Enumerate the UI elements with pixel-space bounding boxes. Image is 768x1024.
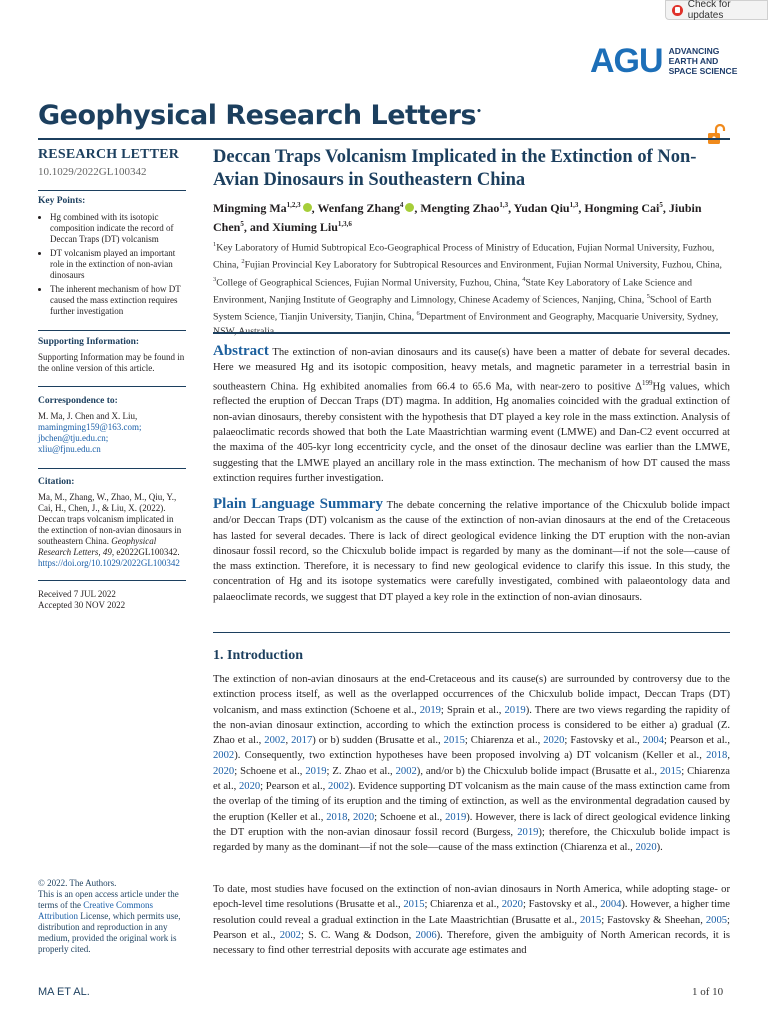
citation-year-link[interactable]: 2019: [517, 826, 539, 838]
key-points-list: [38, 212, 186, 317]
author-affiliation-mark: 5: [659, 201, 663, 209]
agu-logo: [590, 44, 737, 78]
paragraph-text: ; Chiarenza et al.,: [213, 765, 731, 793]
citation-year-link[interactable]: 2002: [213, 750, 235, 762]
paragraph-text: ; Schoene et al.,: [374, 811, 446, 823]
introduction-paragraph: [213, 882, 730, 958]
divider: [38, 190, 186, 191]
journal-title-text: Geophysical Research Letters: [38, 100, 477, 131]
paper-title: Deccan Traps Volcanism Implicated in the Extinction of Non-Avian Dinosaurs in Southeastern China: [213, 147, 697, 190]
citation-year-link[interactable]: 2020: [543, 735, 565, 747]
paragraph-text: ); therefore, the Chicxulub bolide impact is regarded by many as the dominant—if not the sole—cause of the mass extinction (Chiarenza et al.,: [213, 826, 730, 854]
affiliation-number: 1: [213, 241, 217, 248]
affiliations: [213, 238, 730, 339]
paragraph-text: ; Pearson et al.,: [213, 914, 730, 941]
paragraph-text: ) or b) sudden (Brusatte et al.,: [312, 735, 444, 747]
email-link[interactable]: mamingming159@163.com;: [38, 422, 142, 432]
key-point: • DT volcanism played an important role in the extinction of non-avian dinosaurs: [50, 248, 186, 281]
introduction-paragraph: [213, 672, 730, 856]
open-access-lock-icon: [705, 124, 727, 146]
header-rule: [38, 138, 730, 140]
citation-text: [38, 492, 186, 569]
affiliation-number: 6: [416, 310, 420, 318]
check-for-updates-label: Check for updates: [687, 0, 731, 21]
citation-year-link[interactable]: 2015: [403, 899, 425, 911]
paragraph-text: ; Pearson et al.,: [260, 781, 329, 793]
abstract-text: Hg values, which reflected the eruption of Deccan Traps (DT) magma. In addition, Hg anomalies coincided with the gradual extinction of non-avian dinosaurs, thereby consistent with the hypothesis that DT played a key role in the mass extinction. Analysis of palaeoclimatic records showed that both the Late Maastrichtian warming event (LMWE) and Dan-C2 event occurred at the maxima of the 405-kyr long eccentricity cycle, and the onset of the dinosaur decline was earlier than the LMWE, suggesting that the LMWE played an ancillary role in the mass extinction. The mechanism of how DT caused the mass extinction requires further investigation.: [213, 381, 730, 484]
citation-year-link[interactable]: 2004: [600, 899, 622, 911]
paragraph-text: ; Fastovsky et al.,: [522, 899, 601, 911]
accepted-date: Accepted 30 NOV 2022: [38, 600, 126, 610]
paragraph-text: ; Z. Zhao et al.,: [326, 765, 396, 777]
citation-year-link[interactable]: 2018: [706, 750, 728, 762]
paragraph-text: ,: [285, 735, 292, 747]
affiliation-text: Fujian Provincial Key Laboratory for Subtropical Resources and Environment, Fujian Normal University, Fuzhou, China,: [244, 259, 722, 271]
citation-year-link[interactable]: 2002: [395, 765, 417, 777]
dates: [38, 589, 186, 611]
paragraph-text: ), and/or b) the Chicxulub bolide impact (Brusatte et al.,: [416, 765, 660, 777]
divider: [38, 386, 186, 387]
orcid-icon[interactable]: [405, 203, 414, 212]
email-link[interactable]: xliu@fjnu.edu.cn: [38, 444, 101, 454]
affiliation-number: 4: [522, 275, 526, 283]
author-affiliation-mark: 1,3,6: [337, 219, 352, 228]
paragraph-text: ). Evidence supporting DT volcanism as the main cause of the mass extinction came from the overlap of the timing of its eruption and the timing of extinction, as well as the environmental degradation caused by the eruption (Keller et al.,: [213, 781, 730, 823]
supporting-information: [38, 337, 186, 374]
author-name: Xiuming Liu: [272, 219, 338, 234]
agu-tagline-line: ADVANCING: [668, 46, 720, 56]
agu-tagline: [669, 46, 738, 76]
citation-body: Ma, M., Zhang, W., Zhao, M., Qiu, Y., Cai, H., Chen, J., & Liu, X. (2022). Deccan traps volcanism implicated in the extinction of non-avian dinosaurs in southeastern China.: [38, 492, 182, 546]
correspondence-heading: Correspondence to:: [38, 396, 118, 406]
affiliation-text: Department of Environment and Geography, Macquarie University, Sydney,: [419, 311, 719, 323]
key-point: • The inherent mechanism of how DT caused the mass extinction requires further investigation: [50, 284, 186, 317]
citation-year-link[interactable]: 2017: [291, 735, 313, 747]
citation-year-link[interactable]: 2020: [352, 811, 375, 823]
pls-heading: Plain Language Summary: [213, 496, 383, 512]
citation-year-link[interactable]: 2002: [264, 735, 286, 747]
affiliation-number: 3: [213, 275, 217, 283]
check-for-updates-button[interactable]: [665, 0, 768, 20]
introduction-heading: 1. Introduction: [213, 648, 303, 663]
affiliation-text: School of Earth System Science, Tianjin University, Tianjin, China,: [213, 294, 712, 323]
abstract-heading: Abstract: [213, 343, 269, 359]
author-affiliation-mark: 1,3: [569, 201, 579, 209]
citation-heading: Citation:: [38, 477, 75, 487]
citation-doi-link[interactable]: https://doi.org/10.1029/2022GL100342: [38, 558, 180, 568]
citation-year-link[interactable]: 2020: [501, 899, 523, 911]
author-affiliation-mark: 1,2,3: [286, 201, 301, 209]
doi: 10.1029/2022GL100342: [38, 166, 147, 178]
license-text-part: This is an open access article under the terms of the: [38, 889, 179, 910]
author-name: Wenfang Zhang: [317, 201, 400, 215]
citation-year-link[interactable]: 2020: [635, 842, 657, 854]
email-link[interactable]: jbchen@tju.edu.cn;: [38, 433, 109, 443]
paragraph-text: ; Fastovsky & Sheehan,: [601, 914, 706, 926]
citation-year-link[interactable]: 2002: [328, 781, 350, 793]
affiliation-text: State Key Laboratory of Lake Science and Environment, Nanjing Institute of Geography and Limnology, Chinese Academy of Sciences, Nanjing, China,: [213, 276, 692, 306]
supporting-heading: Supporting Information:: [38, 337, 140, 347]
key-points: [38, 196, 186, 320]
citation-year-link[interactable]: 2019: [305, 765, 327, 777]
agu-logo-mark: AGU: [590, 42, 663, 80]
citation-year-link[interactable]: 2015: [443, 735, 465, 747]
citation-year-link[interactable]: 2019: [504, 704, 526, 716]
author-name: Mengting Zhao: [420, 201, 500, 215]
author-list: Mingming Ma$^{1,2,3}$ , Wenfang Zhang$^4$ , Mengting Zhao$^{1,3}$, Yudan Qiu$^{1,3}$, Hongming Cai$^5$, Jiubin Chen$^5$, and Xiuming Liu$^{1,3,6}$: [213, 201, 702, 234]
license-text-part: License, which permits use, distribution and reproduction in any medium, provided the original work is properly cited.: [38, 911, 181, 954]
author-affiliation-mark: 5: [240, 219, 244, 228]
paragraph-text: ,: [727, 750, 730, 762]
author-name: Yudan Qiu: [513, 201, 570, 215]
paragraph-text: ; Chiarenza et al.,: [464, 735, 544, 747]
running-footer-authors: MA ET AL.: [38, 986, 90, 998]
affiliation-text: Key Laboratory of Humid Subtropical Eco-Geographical Process of Ministry of Education, Fujian Normal University, Fuzhou, China,: [213, 242, 715, 271]
citation-year-link[interactable]: 2004: [642, 735, 664, 747]
creative-commons-link[interactable]: Creative Commons Attribution: [38, 900, 153, 921]
author-affiliation-mark: 4: [399, 201, 404, 209]
affiliation-number: 5: [646, 293, 650, 301]
orcid-icon[interactable]: [303, 203, 312, 212]
citation-id: e2022GL100342.: [114, 547, 180, 557]
citation-year-link[interactable]: 2020: [213, 765, 235, 777]
citation-year-link[interactable]: 2020: [238, 781, 261, 793]
citation-year-link[interactable]: 2006: [415, 929, 437, 941]
paragraph-text: ; Fastovsky et al.,: [564, 735, 643, 747]
author-name: Hongming Cai: [584, 201, 660, 215]
paragraph-text: ,: [347, 811, 353, 823]
citation-year-link[interactable]: 2005: [705, 914, 728, 926]
license-text: [38, 889, 186, 955]
article-type: RESEARCH LETTER: [38, 147, 180, 162]
divider: [38, 580, 186, 581]
paragraph-text: ). Consequently, two extinction hypotheses have been proposed involving a) DT volcanism (Keller et al.,: [234, 750, 707, 762]
divider: [38, 468, 186, 469]
paragraph-text: ). However, a higher time resolution could reveal a gradual extinction in the Late Maastrichtian (Brusatte et al.,: [213, 899, 730, 926]
citation: [38, 477, 186, 569]
bookmark-icon: [672, 5, 683, 16]
page-number: 1 of 10: [692, 986, 724, 998]
agu-tagline-line: SPACE SCIENCE: [668, 66, 738, 76]
abstract-text: The extinction of non-avian dinosaurs and its cause(s) have been a matter of debate for several decades. Here we measured Hg and its isotopic composition, heavy metals, and magnetic parameter in a terrestrial basin in southeastern China. Hg exhibited anomalies from 66.4 to 65.6 Ma, with near-zero to positive Δ: [213, 347, 730, 393]
citation-year-link[interactable]: 2019: [419, 704, 441, 716]
paragraph-text: ; Sprain et al.,: [440, 704, 505, 716]
copyright: © 2022. The Authors.: [38, 878, 117, 888]
key-points-heading: Key Points:: [38, 196, 86, 206]
citation-year-link[interactable]: 2002: [279, 929, 301, 941]
key-point: • Hg combined with its isotopic composition indicate the record of Deccan Traps (DT) volcanism: [50, 212, 186, 245]
paragraph-text: ; Schoene et al.,: [234, 765, 306, 777]
plain-language-summary: [213, 497, 730, 605]
affiliation-number: 2: [241, 258, 245, 266]
pls-text: The debate concerning the relative importance of the Chicxulub bolide impact and/or Deccan Traps (DT) volcanism as the cause of the extinction of non-avian dinosaurs at the end of the Cretaceous has lasted for several decades. There is lack of direct geological evidence linking the DT eruption with the non-avian dinosaur fossil record, so the Chicxulub bolide impact is regarded by many as the dominant—if not the sole—cause of the mass extinction. Therefore, it is necessary to find new geological evidence to clarify this issue. In this study, the concentration of Hg and its isotope systematics were carefully investigated, combined with palaeontology data and palaeoclimate records, we suggest that DT played a key role in the extinction of non-avian dinosaurs.: [213, 500, 730, 603]
paragraph-text: ; S. C. Wang & Dodson,: [300, 929, 416, 941]
paragraph-text: ). There are two views regarding the rapidity of the non-avian dinosaur extinction, according to which the extinction process is considered to be either a) gradual (Z. Zhao et al.,: [213, 704, 730, 747]
citation-year-link[interactable]: 2018: [326, 811, 348, 823]
journal-title: [38, 100, 481, 131]
citation-year-link[interactable]: 2015: [580, 914, 602, 926]
abstract-rule: [213, 332, 730, 334]
citation-journal: Geophysical Research Letters, 49,: [38, 536, 157, 557]
paragraph-text: To date, most studies have focused on the extinction of non-avian dinosaurs in North America, while adopting stage- or epoch-level time resolutions (Brusatte et al.,: [213, 884, 730, 911]
paragraph-text: The extinction of non-avian dinosaurs at the end-Cretaceous and its cause(s) are surrounded by controversy due to the extinction process itself, as well as the overlapped occurrences of the Chicxulub bolide impact, Deccan Traps (DT) volcanism, and mass extinction (Schoene et al.,: [213, 674, 730, 716]
abstract-superscript: 199: [641, 378, 653, 387]
abstract: [213, 344, 730, 486]
supporting-text: Supporting Information may be found in the online version of this article.: [38, 352, 185, 373]
author-name: Jiubin Chen: [213, 201, 702, 234]
correspondence-names: M. Ma, J. Chen and X. Liu,: [38, 411, 138, 421]
paragraph-text: ).: [656, 842, 663, 854]
paragraph-text: ). Therefore, given the ambiguity of North American records, it is necessary to find other terrestrial deposits with accurate age estimates and: [213, 929, 731, 957]
agu-tagline-line: EARTH AND: [668, 56, 719, 66]
divider: [38, 330, 186, 331]
author-name: Mingming Ma: [213, 201, 287, 215]
author-affiliation-mark: 1,3: [499, 201, 509, 209]
paragraph-text: ). However, there is lack of direct geological evidence linking the DT eruption with the non-avian dinosaur fossil record (Burgess,: [213, 811, 731, 838]
received-date: Received 7 JUL 2022: [38, 589, 116, 599]
citation-year-link[interactable]: 2019: [445, 811, 467, 823]
license: [38, 878, 186, 955]
section-rule: [213, 632, 730, 633]
paragraph-text: ; Pearson et al.,: [663, 735, 730, 747]
correspondence: [38, 396, 186, 455]
affiliation-text: College of Geographical Sciences, Fujian Normal University, Fuzhou, China,: [216, 276, 523, 288]
citation-year-link[interactable]: 2015: [660, 765, 682, 777]
registered-mark: •: [476, 107, 482, 117]
paragraph-text: ; Chiarenza et al.,: [424, 899, 502, 911]
